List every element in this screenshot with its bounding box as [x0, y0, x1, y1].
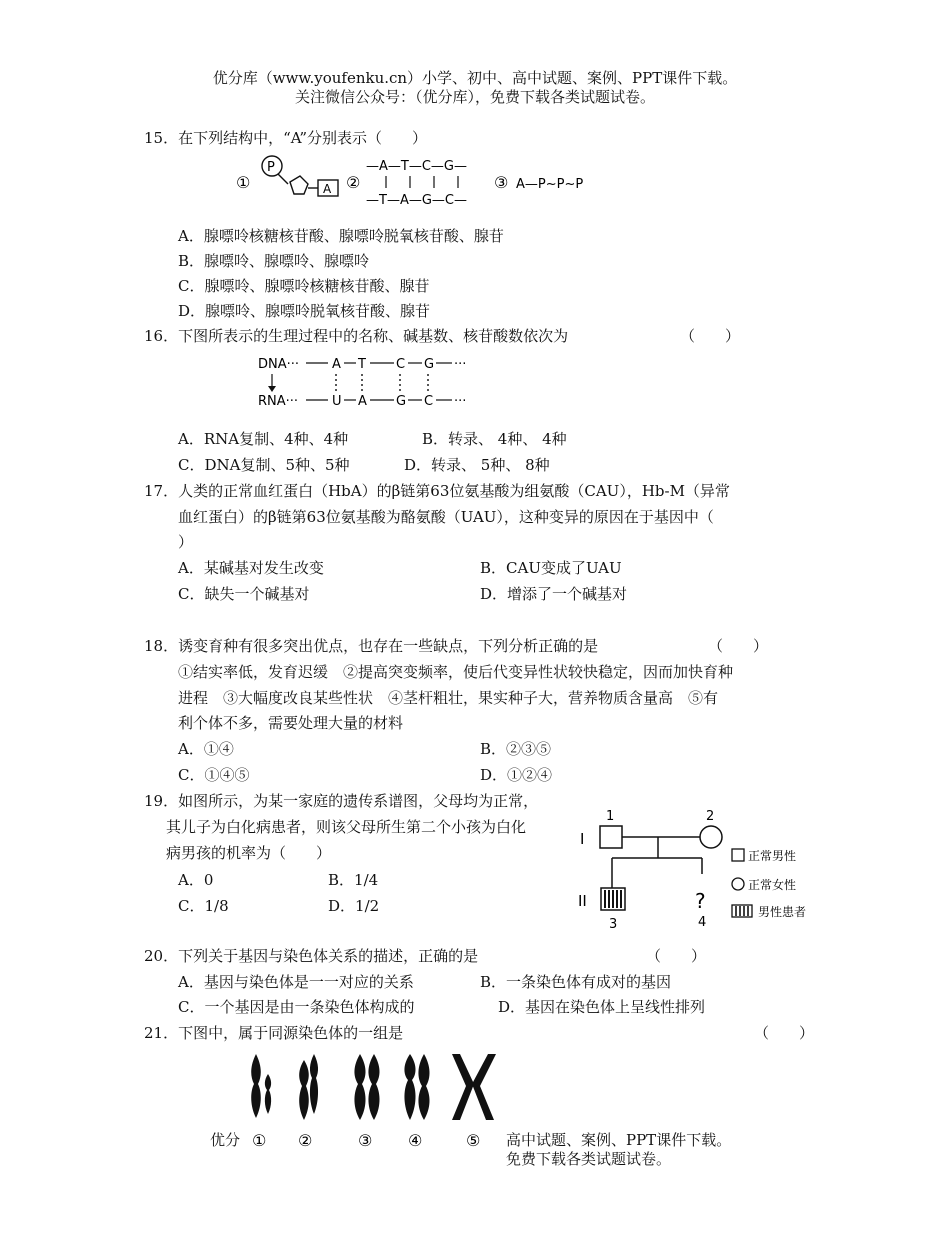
- legend-patient-square: [732, 905, 752, 917]
- q15-phosphate-label: P: [267, 160, 275, 175]
- q18-option-c[interactable]: C．①④⑤: [178, 766, 250, 784]
- q18-stem: 18．诱变育种有很多突出优点，也存在一些缺点，下列分析正确的是: [144, 637, 599, 655]
- footer-line-1-right: 高中试题、案例、PPT课件下载。: [506, 1131, 732, 1149]
- footer-line-1-left: 优分: [210, 1131, 241, 1149]
- chromosome-label-2: ②: [298, 1131, 313, 1150]
- q15-label-3: ③: [494, 173, 509, 192]
- legend-normal-female: 正常女性: [748, 878, 797, 892]
- chromosome-label-4: ④: [408, 1131, 423, 1150]
- q16-rna-base-1: U: [332, 394, 342, 408]
- q18-option-a[interactable]: A．①④: [178, 740, 234, 758]
- q16-dna-base-1: A: [332, 357, 341, 372]
- legend-normal-male: 正常男性: [748, 849, 797, 863]
- generation-label-1: I: [580, 830, 585, 848]
- legend-male-square: [732, 849, 744, 861]
- pedigree-chart: [574, 806, 824, 932]
- chromosome-pair-3: [354, 1054, 379, 1120]
- q15-option-d[interactable]: D．腺嘌呤、腺嘌呤脱氧核苷酸、腺苷: [178, 302, 431, 320]
- q15-base-label: A: [323, 182, 332, 196]
- q17-line-2: 血红蛋白）的β链第63位氨基酸为酪氨酸（UAU），这种变异的原因在于基因中（: [178, 508, 714, 526]
- q15-option-c[interactable]: C．腺嘌呤、腺嘌呤核糖核苷酸、腺苷: [178, 277, 430, 295]
- header-line-1: 优分库（www.youfenku.cn）小学、初中、高中试题、案例、PPT课件下载。: [212, 69, 738, 87]
- pedigree-num-4: 4: [698, 915, 707, 930]
- chromosome-pair-2: [299, 1054, 318, 1120]
- q19-option-c[interactable]: C．1/8: [178, 897, 229, 915]
- q15-label-1: ①: [236, 173, 251, 192]
- q17-option-c[interactable]: C．缺失一个碱基对: [178, 585, 310, 603]
- q19-line-3: 病男孩的机率为（ ）: [166, 844, 332, 862]
- footer-line-2-right: 免费下载各类试题试卷。: [506, 1150, 672, 1168]
- chromosome-label-1: ①: [252, 1131, 267, 1150]
- pedigree-num-2: 2: [706, 809, 715, 824]
- q20-option-a[interactable]: A．基因与染色体是一一对应的关系: [178, 973, 414, 991]
- q15-option-a[interactable]: A．腺嘌呤核糖核苷酸、腺嘌呤脱氧核苷酸、腺苷: [178, 227, 504, 245]
- q17-option-d[interactable]: D．增添了一个碱基对: [480, 585, 628, 603]
- q19-line-2: 其儿子为白化病患者，则该父母所生第二个小孩为白化: [166, 818, 527, 836]
- q19-option-a[interactable]: A．0: [178, 871, 214, 889]
- q20-option-d[interactable]: D．基因在染色体上呈线性排列: [498, 998, 706, 1016]
- q16-stem: 16．下图所表示的生理过程中的名称、碱基数、核苷酸数依次为: [144, 327, 569, 345]
- father-square: [600, 826, 622, 848]
- q17-line-1: 17．人类的正常血红蛋白（HbA）的β链第63位氨基酸为组氨酸（CAU），Hb-M（异常: [144, 482, 730, 500]
- q18-paren: （ ）: [708, 637, 769, 655]
- q18-line-2: ①结实率低，发育迟缓 ②提高突变频率，使后代变异性状较快稳定，因而加快育种: [178, 663, 734, 681]
- q16-option-b[interactable]: B．转录、 4种、 4种: [422, 430, 567, 448]
- q15-option-b[interactable]: B．腺嘌呤、腺嘌呤、腺嘌呤: [178, 252, 370, 270]
- q15-bottom-strand: —T—A—G—C—: [366, 193, 467, 206]
- q18-line-3: 进程 ③大幅度改良某些性状 ④茎杆粗壮，果实种子大，营养物质含量高 ⑤有: [178, 689, 719, 707]
- q16-rna-base-4: C: [424, 394, 434, 408]
- q15-label-2: ②: [346, 173, 361, 192]
- mother-circle: [700, 826, 722, 848]
- q18-option-b[interactable]: B．②③⑤: [480, 740, 552, 758]
- q20-option-c[interactable]: C．一个基因是由一条染色体构成的: [178, 998, 415, 1016]
- q19-option-d[interactable]: D．1/2: [328, 897, 380, 915]
- q16-option-c[interactable]: C．DNA复制、5种、5种: [178, 456, 350, 474]
- q16-rna-base-2: A: [358, 394, 367, 408]
- q16-figure: [256, 352, 486, 408]
- q18-option-d[interactable]: D．①②④: [480, 766, 553, 784]
- q20-paren: （ ）: [646, 947, 707, 965]
- chromosome-figure: [240, 1046, 506, 1164]
- q15-top-strand: —A—T—C—G—: [366, 159, 467, 174]
- q20-stem: 20．下列关于基因与染色体关系的描述，正确的是: [144, 947, 479, 965]
- pedigree-num-3: 3: [609, 917, 618, 932]
- generation-label-2: II: [578, 892, 587, 910]
- q19-line-1: 19．如图所示，为某一家庭的遗传系谱图，父母均为正常，: [144, 792, 539, 810]
- q15-stem: 15．在下列结构中，“A”分别表示（ ）: [144, 129, 428, 147]
- q16-option-d[interactable]: D．转录、 5种、 8种: [404, 456, 550, 474]
- q16-dna-base-2: T: [358, 357, 366, 372]
- q16-dna-tail: ···: [454, 357, 467, 372]
- legend-male-patient: 男性患者: [758, 905, 807, 919]
- q16-rna-tail: ···: [454, 394, 467, 408]
- unknown-child-mark: ?: [695, 889, 706, 913]
- q15-atp: A—P~P~P: [516, 177, 584, 192]
- q16-option-a[interactable]: A．RNA复制、4种、4种: [178, 430, 349, 448]
- chromosome-label-5: ⑤: [466, 1131, 481, 1150]
- q16-dna-base-3: C: [396, 357, 406, 372]
- q16-paren: （ ）: [680, 327, 741, 345]
- pentose-pentagon: [290, 176, 308, 194]
- pedigree-num-1: 1: [606, 809, 615, 824]
- legend-female-circle: [732, 878, 744, 890]
- q21-stem: 21．下图中，属于同源染色体的一组是: [144, 1024, 404, 1042]
- chromosome-pair-1: [251, 1054, 271, 1118]
- chromosome-label-3: ③: [358, 1131, 373, 1150]
- q18-line-4: 利个体不多，需要处理大量的材料: [178, 714, 404, 732]
- q17-line-3: ）: [178, 533, 194, 551]
- q15-figure: [232, 152, 602, 206]
- chromosome-pair-4: [404, 1054, 429, 1120]
- q17-option-a[interactable]: A．某碱基对发生改变: [178, 559, 324, 577]
- chromosome-pair-5: [452, 1054, 496, 1120]
- q20-option-b[interactable]: B．一条染色体有成对的基因: [480, 973, 672, 991]
- q16-rna-label: RNA···: [258, 394, 299, 408]
- q16-dna-label: DNA···: [258, 357, 300, 372]
- q19-option-b[interactable]: B．1/4: [328, 871, 379, 889]
- q17-option-b[interactable]: B．CAU变成了UAU: [480, 559, 622, 577]
- header-line-2: 关注微信公众号：（优分库），免费下载各类试题试卷。: [294, 88, 655, 106]
- q16-dna-base-4: G: [424, 357, 435, 372]
- q21-paren: （ ）: [754, 1024, 815, 1042]
- q16-rna-base-3: G: [396, 394, 407, 408]
